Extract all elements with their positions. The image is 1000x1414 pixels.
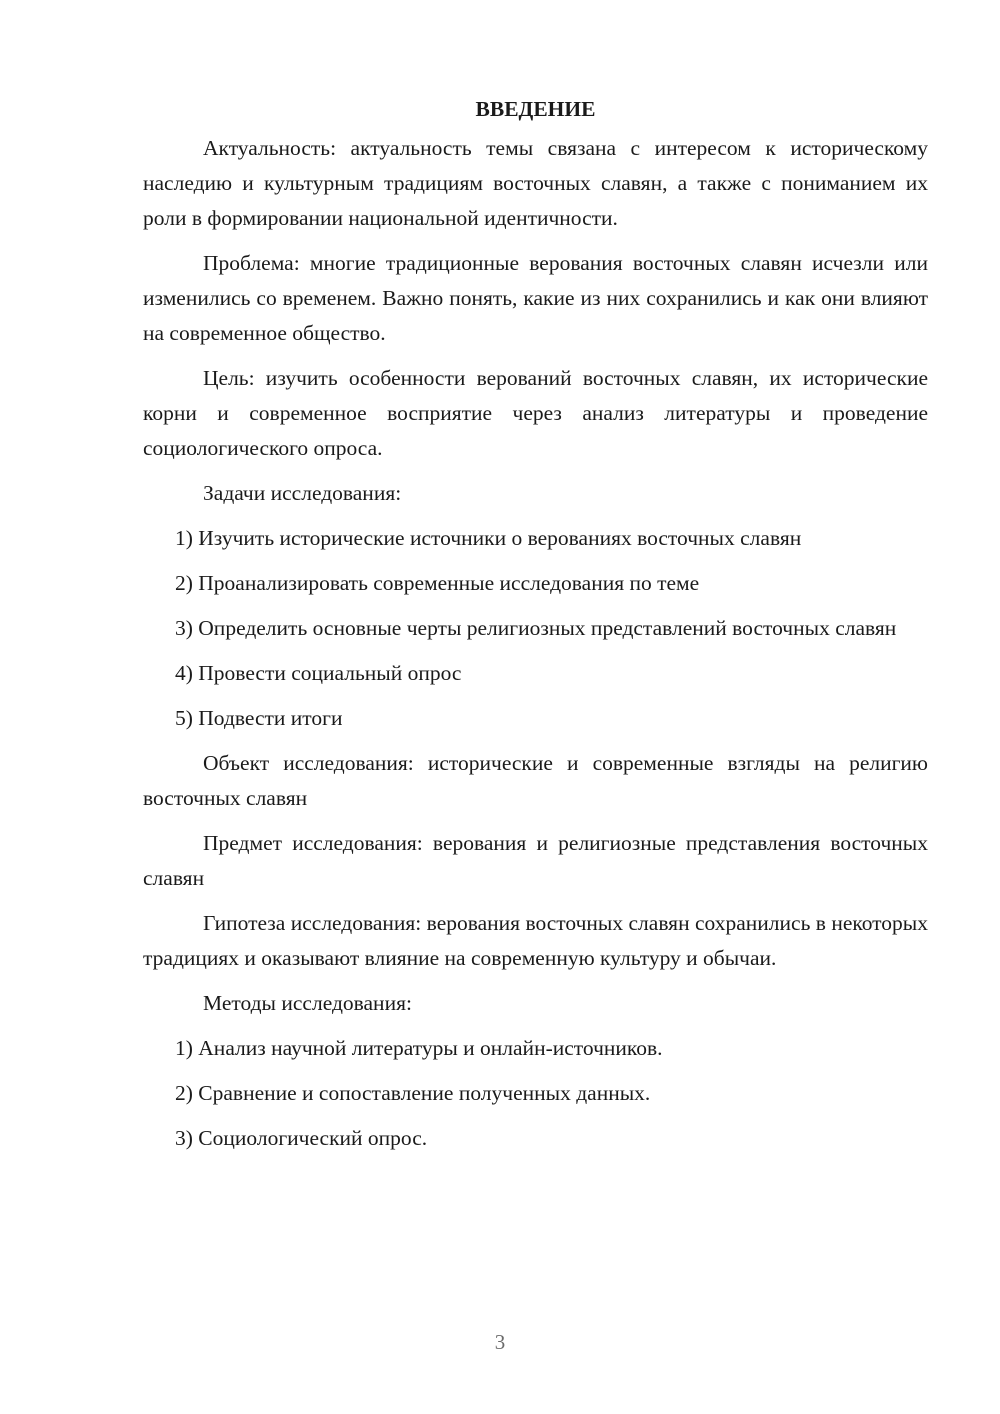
task-item: 3) Определить основные черты религиозных представлений восточных славян <box>175 616 897 640</box>
tasks-heading: Задачи исследования: <box>203 481 402 505</box>
goal-paragraph: Цель: изучить особенности верований восточных славян, их исторические корни и современное восприятие через анализ литературы и проведение социологического опроса. <box>143 366 928 460</box>
task-item: 1) Изучить исторические источники о верованиях восточных славян <box>175 526 802 550</box>
task-item: 2) Проанализировать современные исследования по теме <box>175 571 700 595</box>
method-item: 3) Социологический опрос. <box>175 1126 428 1150</box>
subject-paragraph: Предмет исследования: верования и религиозные представления восточных славян <box>143 831 928 890</box>
method-item: 2) Сравнение и сопоставление полученных данных. <box>175 1081 651 1105</box>
task-item: 4) Провести социальный опрос <box>175 661 462 685</box>
problem-paragraph: Проблема: многие традиционные верования восточных славян исчезли или изменились со временем. Важно понять, какие из них сохранились и как они влияют на современное общество. <box>143 251 928 345</box>
page-number: 3 <box>494 1330 506 1354</box>
methods-heading: Методы исследования: <box>203 991 412 1015</box>
document-page <box>143 92 928 1156</box>
section-title: ВВЕДЕНИЕ <box>475 97 596 121</box>
hypothesis-paragraph: Гипотеза исследования: верования восточных славян сохранились в некоторых традициях и оказывают влияние на современную культуру и обычаи. <box>143 911 928 970</box>
object-paragraph: Объект исследования: исторические и современные взгляды на религию восточных славян <box>143 751 928 810</box>
task-item: 5) Подвести итоги <box>175 706 343 730</box>
relevance-paragraph: Актуальность: актуальность темы связана с интересом к историческому наследию и культурным традициям восточных славян, а также с пониманием их роли в формировании национальной идентичности. <box>143 136 928 230</box>
method-item: 1) Анализ научной литературы и онлайн-источников. <box>175 1036 663 1060</box>
